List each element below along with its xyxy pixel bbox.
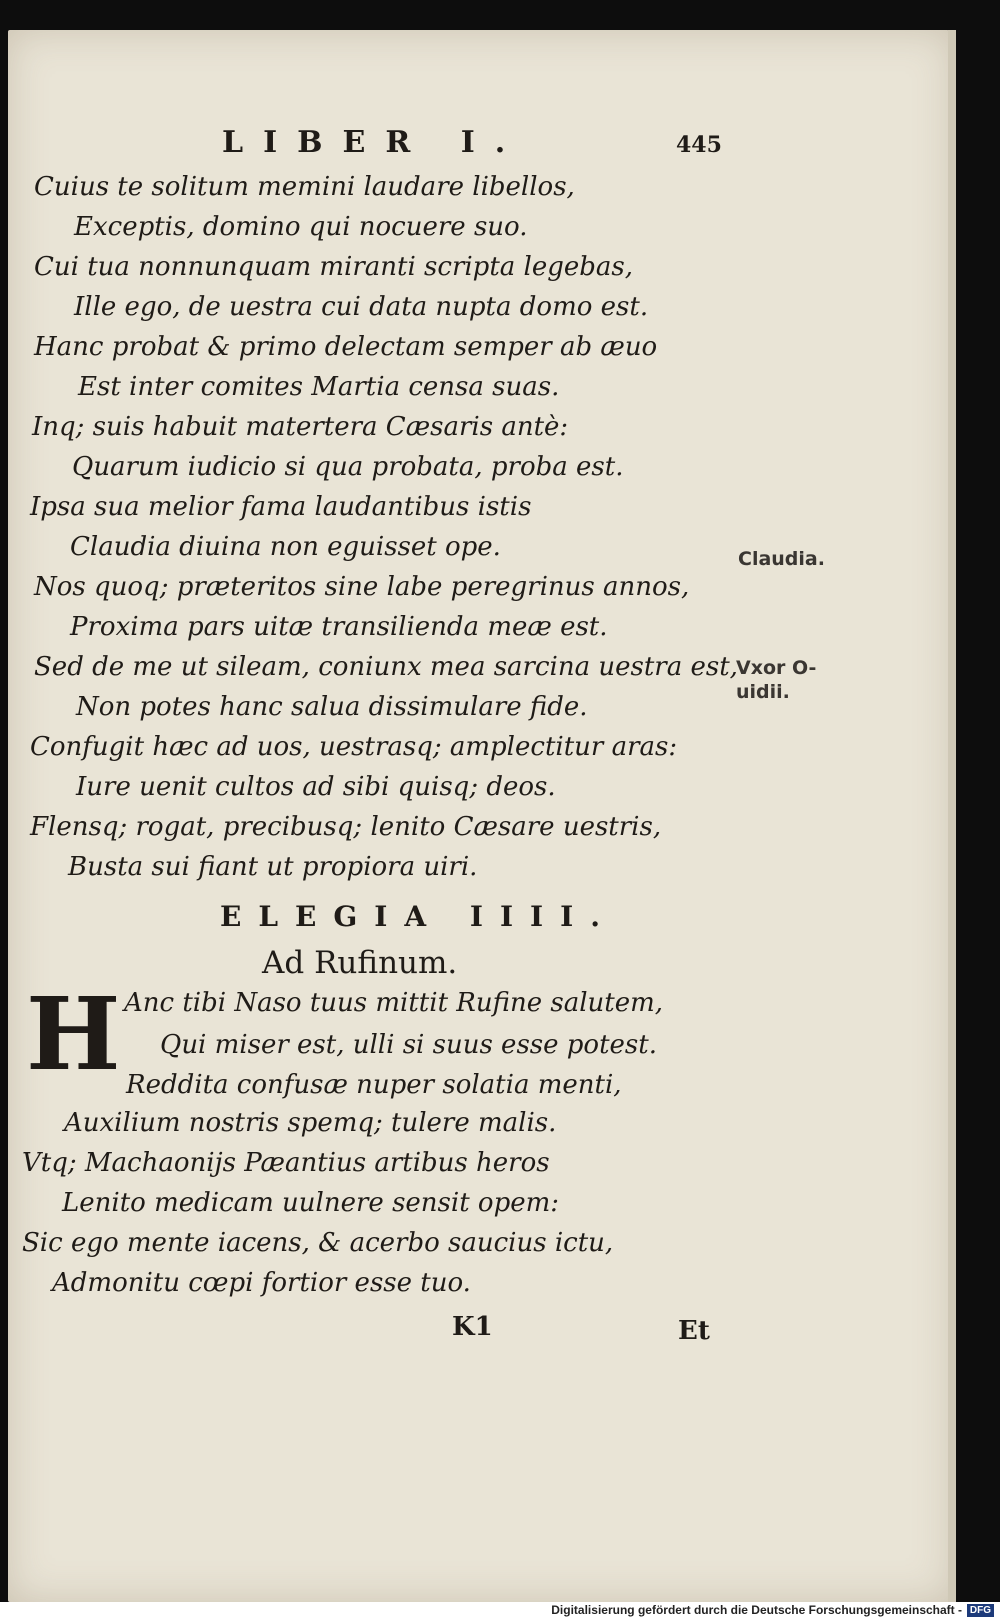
verse-line: Lenito medicam uulnere sensit opem: xyxy=(62,1188,560,1218)
verse-line: Proxima pars uitæ transilienda meæ est. xyxy=(70,612,608,642)
verse-line: Cui tua nonnunquam miranti scripta legebas, xyxy=(34,252,634,282)
catchword: Et xyxy=(678,1316,710,1346)
verse-line: Exceptis, domino qui nocuere suo. xyxy=(74,212,528,242)
verse-line: Non potes hanc salua dissimulare fide. xyxy=(76,692,588,722)
verse-line: Reddita confusæ nuper solatia menti, xyxy=(126,1070,622,1100)
verse-line: Vtq; Machaonijs Pæantius artibus heros xyxy=(22,1148,550,1178)
page-edge-shade xyxy=(948,30,956,1602)
verse-line: Claudia diuina non eguisset ope. xyxy=(70,532,501,562)
verse-line: Anc tibi Naso tuus mittit Rufine salutem, xyxy=(124,988,664,1018)
verse-line: Qui miser est, ulli si suus esse potest. xyxy=(160,1030,657,1060)
drop-cap: H xyxy=(26,975,121,1093)
credit-text: Digitalisierung gefördert durch die Deutsche Forschungsgemeinschaft - xyxy=(551,1603,962,1617)
verse-line: Busta sui fiant ut propiora uiri. xyxy=(68,852,478,882)
section-title: ELEGIA IIII. xyxy=(220,900,617,933)
verse-line: Iure uenit cultos ad sibi quisq; deos. xyxy=(76,772,556,802)
marginal-note-claudia: Claudia. xyxy=(738,548,825,570)
verse-line: Auxilium nostris spemq; tulere malis. xyxy=(64,1108,557,1138)
verse-line: Ille ego, de uestra cui data nupta domo est. xyxy=(74,292,649,322)
verse-line: Sic ego mente iacens, & acerbo saucius ictu, xyxy=(22,1228,614,1258)
dfg-logo: DFG xyxy=(967,1604,994,1617)
verse-line: Confugit hæc ad uos, uestrasq; amplectitur aras: xyxy=(30,732,678,762)
marginal-note-line: Vxor O- xyxy=(736,657,817,679)
verse-line: Sed de me ut sileam, coniunx mea sarcina uestra est, xyxy=(34,652,738,682)
verse-line: Est inter comites Martia censa suas. xyxy=(78,372,560,402)
verse-line: Flensq; rogat, precibusq; lenito Cæsare uestris, xyxy=(30,812,662,842)
section-subtitle: Ad Rufinum. xyxy=(262,945,458,981)
verse-line: Hanc probat & primo delectam semper ab æuo xyxy=(34,332,658,362)
marginal-note-uxor xyxy=(736,656,816,704)
verse-line: Nos quoq; præteritos sine labe peregrinus annos, xyxy=(34,572,690,602)
verse-line: Admonitu cœpi fortior esse tuo. xyxy=(52,1268,471,1298)
marginal-note-line: uidii. xyxy=(736,681,790,703)
verse-line: Ipsa sua melior fama laudantibus istis xyxy=(30,492,532,522)
running-head: LIBER I. xyxy=(222,125,526,160)
verse-line: Cuius te solitum memini laudare libellos, xyxy=(34,172,575,202)
verse-line: Quarum iudicio si qua probata, proba est. xyxy=(72,452,624,482)
verse-line: Inq; suis habuit matertera Cæsaris antè: xyxy=(32,412,569,442)
page-number: 445 xyxy=(676,132,722,158)
digitization-credit-bar xyxy=(0,1602,1000,1620)
signature-mark: K1 xyxy=(452,1312,493,1342)
